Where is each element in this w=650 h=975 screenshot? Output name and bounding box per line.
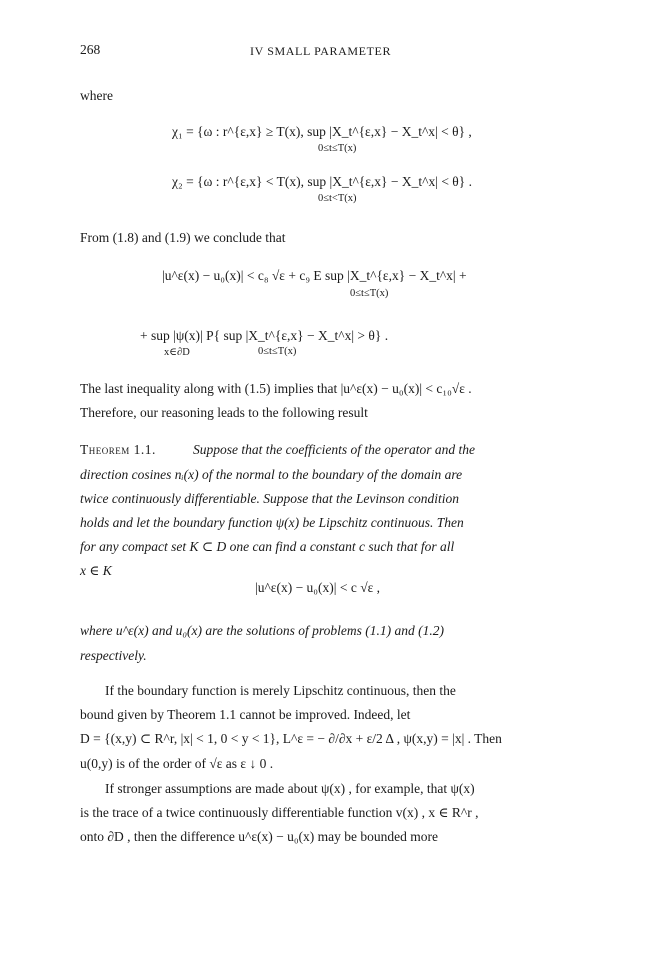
text-last-inequality: The last inequality along with (1.5) implies that |u^ε(x) − u₀(x)| < c₁₀√ε . [80,381,472,396]
where-label: where [80,88,113,103]
inequality-2-subscript-b: 0≤t≤T(x) [258,346,297,357]
paragraph-1-line-3: D = {(x,y) ⊂ R^r, |x| < 1, 0 < y < 1}, L^ε = − ∂/∂x + ε/2 Δ , ψ(x,y) = |x| . Then [80,731,502,746]
text-from: From (1.8) and (1.9) we conclude that [80,230,286,245]
paragraph-1-line-2: bound given by Theorem 1.1 cannot be improved. Indeed, let [80,707,411,722]
paragraph-1-line-1: If the boundary function is merely Lipschitz continuous, then the [105,683,456,698]
page-number: 268 [80,42,101,57]
theorem-equation: |u^ε(x) − u₀(x)| < c √ε , [255,580,381,595]
theorem-line-2: direction cosines nᵢ(x) of the normal to the boundary of the domain are [80,467,463,482]
equation-chi1: χ₁ = {ω : r^{ε,x} ≥ T(x), sup |X_t^{ε,x} − X_t^x| < θ} , [172,124,472,139]
running-title: IV SMALL PARAMETER [250,44,392,58]
theorem-line-6: x ∈ K [80,563,112,578]
paragraph-1-line-4: u(0,y) is of the order of √ε as ε ↓ 0 . [80,756,274,771]
inequality-1-subscript: 0≤t≤T(x) [350,288,389,299]
equation-chi2: χ₂ = {ω : r^{ε,x} < T(x), sup |X_t^{ε,x} − X_t^x| < θ} . [172,174,472,189]
equation-chi2-subscript: 0≤t<T(x) [318,193,357,204]
theorem-line-3: twice continuously differentiable. Suppose that the Levinson condition [80,491,459,506]
inequality-1: |u^ε(x) − u₀(x)| < c₈ √ε + c₉ E sup |X_t^{ε,x} − X_t^x| + [162,268,467,283]
theorem-line-5: for any compact set K ⊂ D one can find a constant c such that for all [80,539,455,554]
paragraph-2-line-3: onto ∂D , then the difference u^ε(x) − u₀(x) may be bounded more [80,829,439,844]
where-solutions-line-2: respectively. [80,648,147,663]
theorem-line-4: holds and let the boundary function ψ(x) be Lipschitz continuous. Then [80,515,464,530]
where-solutions-line-1: where u^ε(x) and u₀(x) are the solutions of problems (1.1) and (1.2) [80,623,445,638]
theorem-heading: Theorem 1.1. [80,442,156,457]
inequality-2-subscript-a: x∈∂D [164,347,190,358]
text-therefore: Therefore, our reasoning leads to the following result [80,405,368,420]
inequality-2: + sup |ψ(x)| P{ sup |X_t^{ε,x} − X_t^x| > θ} . [140,328,389,343]
paragraph-2-line-2: is the trace of a twice continuously differentiable function v(x) , x ∈ R^r , [80,805,479,820]
theorem-line-1: Suppose that the coefficients of the operator and the [193,442,475,457]
paragraph-2-line-1: If stronger assumptions are made about ψ(x) , for example, that ψ(x) [105,781,475,796]
equation-chi1-subscript: 0≤t≤T(x) [318,143,357,154]
